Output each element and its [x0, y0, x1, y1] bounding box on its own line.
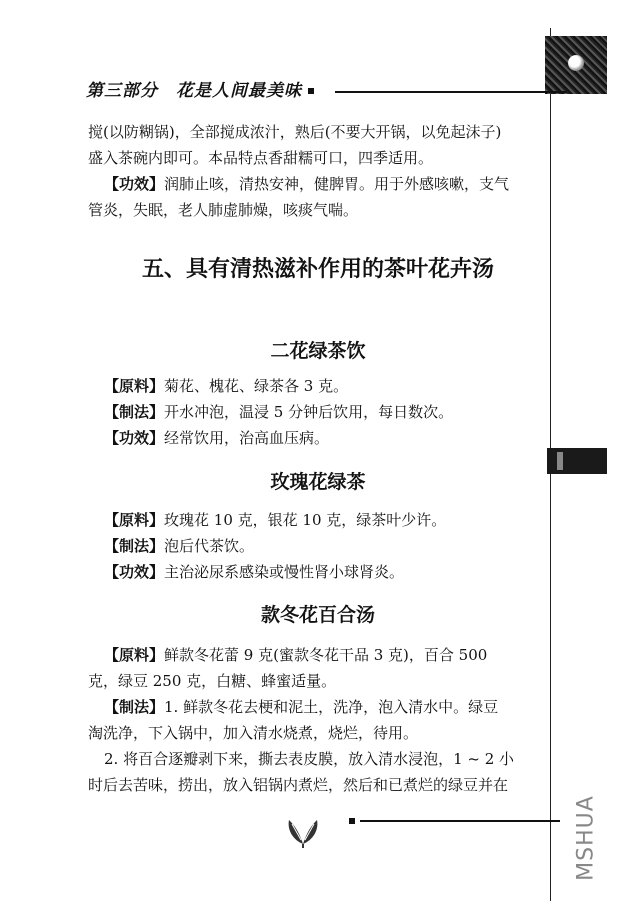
footer-square-bullet [349, 818, 355, 824]
recipe-line [104, 426, 564, 450]
footer-rule [360, 820, 560, 822]
recipe-label: 【制法】 [104, 403, 165, 421]
recipe-title: 二花绿茶饮 [270, 340, 366, 362]
thumb-index-notch [557, 452, 563, 470]
effect-text: 润肺止咳，清热安神，健脾胃。用于外感咳嗽，支气 [164, 175, 510, 193]
recipe-line [104, 400, 564, 424]
effect-label: 【功效】 [104, 175, 165, 193]
recipe-line [104, 508, 564, 532]
running-header [86, 76, 314, 101]
recipe-line [104, 643, 564, 667]
thumb-index-tab [547, 448, 607, 474]
recipe-label: 【原料】 [104, 377, 165, 395]
recipe-label: 【原料】 [104, 511, 165, 529]
recipe-title: 款冬花百合汤 [260, 604, 375, 626]
recipe-line [104, 560, 564, 584]
header-square-bullet [308, 88, 314, 94]
recipe-line [104, 534, 564, 558]
recipe-label: 【功效】 [104, 429, 165, 447]
recipe-line [104, 695, 564, 719]
recipe-line [104, 374, 564, 398]
watermark [572, 790, 600, 886]
recipe-label: 【制法】 [104, 698, 165, 716]
watermark-text: MSHUA [573, 795, 599, 881]
recipe-line: 时后去苦味，捞出，放入铝锅内煮烂，然后和已煮烂的绿豆并在 [88, 776, 509, 794]
section-title: 五、具有清热滋补作用的茶叶花卉汤 [141, 257, 494, 282]
recipe-text: 经常饮用，治高血压病。 [164, 429, 330, 447]
recipe-line: 淘洗净，下入锅中，加入清水烧煮，烧烂，待用。 [88, 724, 419, 742]
recipe-text: 泡后代茶饮。 [164, 537, 255, 555]
recipe-text: 1. 鲜款冬花去梗和泥土，洗净，泡入清水中。绿豆 [164, 698, 499, 716]
intro-line-1: 搅(以防糊锅)，全部搅成浓汁，熟后(不要大开锅，以免起沫子) [88, 123, 502, 141]
recipe-text: 玫瑰花 10 克，银花 10 克，绿茶叶少许。 [164, 511, 447, 529]
corner-ornament [545, 36, 607, 94]
recipe-text: 鲜款冬花蕾 9 克(蜜款冬花干品 3 克)，百合 500 [164, 646, 488, 664]
recipe-title: 玫瑰花绿茶 [270, 471, 366, 493]
recipe-label: 【原料】 [104, 646, 165, 664]
intro-effect-line-1 [104, 172, 564, 196]
intro-line-2: 盛入茶碗内即可。本品特点香甜糯可口，四季适用。 [88, 149, 434, 167]
intro-effect-line-2: 管炎，失眠，老人肺虚肺燥，咳痰气喘。 [88, 201, 359, 219]
header-rule [335, 91, 567, 93]
moon-icon [568, 55, 584, 71]
recipe-label: 【制法】 [104, 537, 165, 555]
leaf-ornament-icon [283, 814, 323, 850]
running-header-title: 第三部分 花是人间最美味 [86, 81, 302, 101]
recipe-text: 开水冲泡，温浸 5 分钟后饮用，每日数次。 [164, 403, 454, 421]
recipe-text: 主治泌尿系感染或慢性肾小球肾炎。 [164, 563, 405, 581]
recipe-text: 菊花、槐花、绿茶各 3 克。 [164, 377, 349, 395]
recipe-line: 克，绿豆 250 克，白糖、蜂蜜适量。 [88, 672, 337, 690]
recipe-line: 2. 将百合逐瓣剥下来，撕去表皮膜，放入清水浸泡，1 ~ 2 小 [104, 750, 515, 768]
recipe-label: 【功效】 [104, 563, 165, 581]
